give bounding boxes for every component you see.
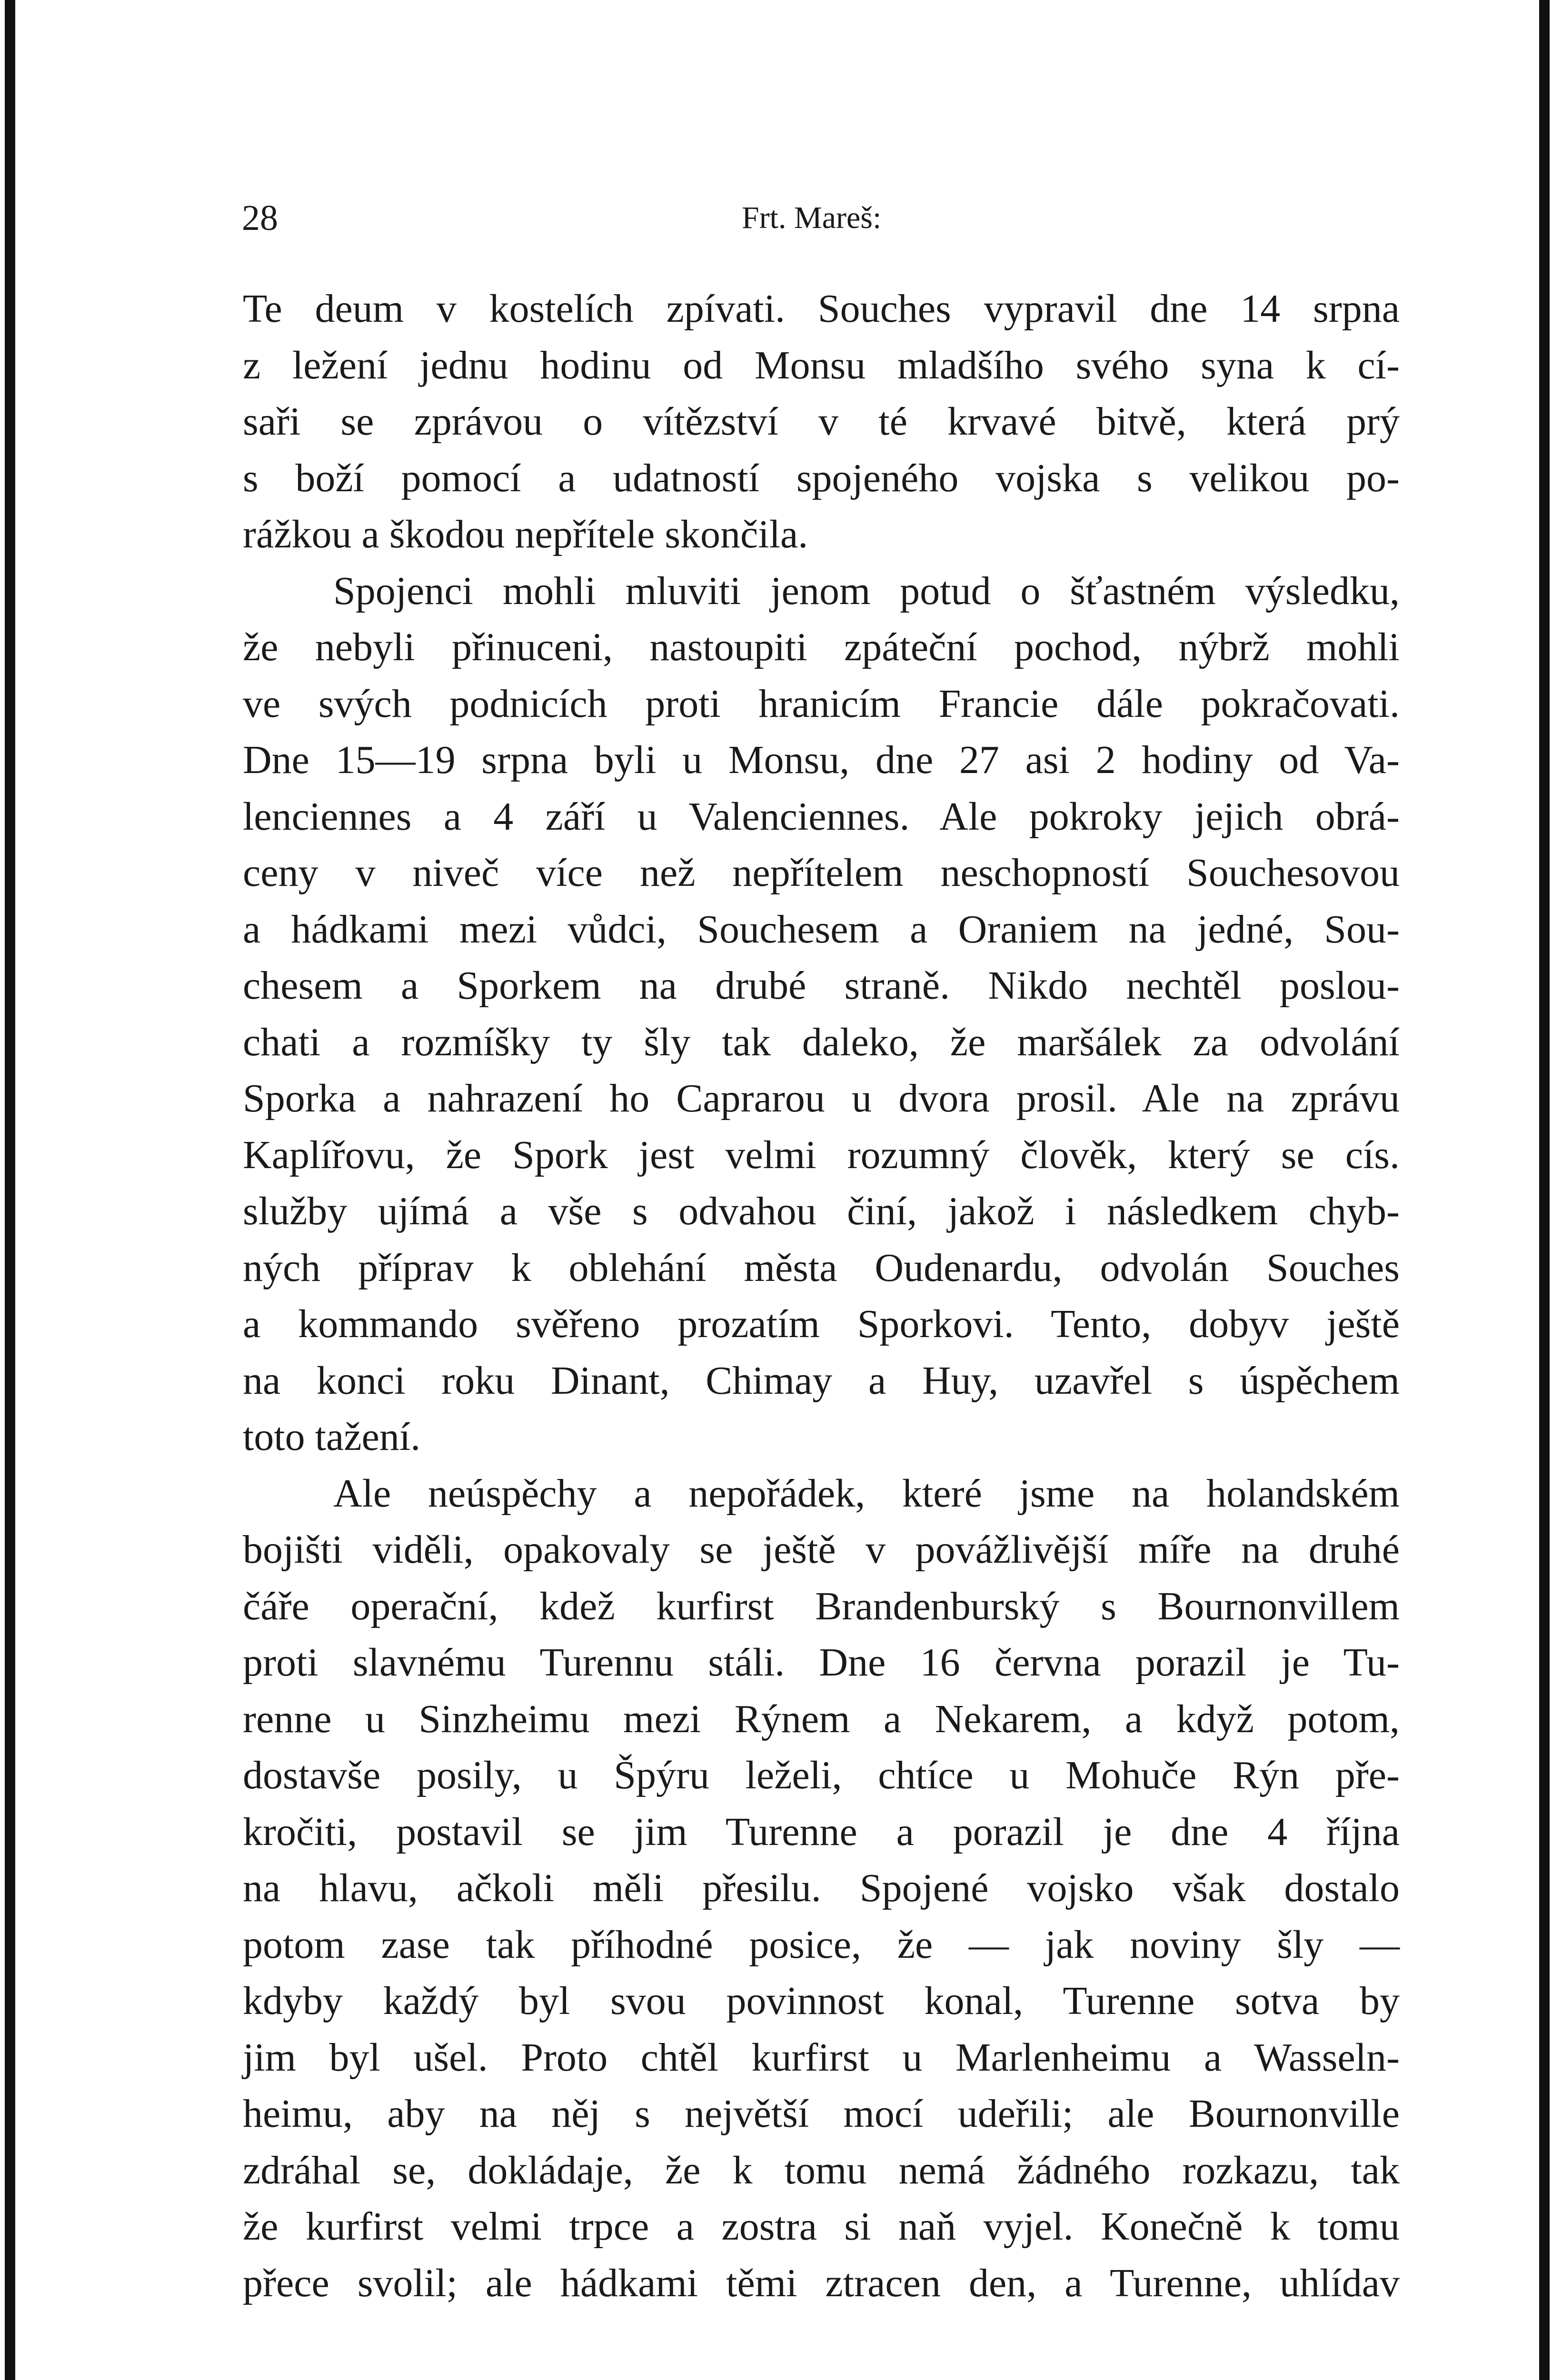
text-line: kdyby každý byl svou povinnost konal, Turenne sotva by: [243, 1979, 1400, 2023]
text-line: na hlavu, ačkoli měli přesilu. Spojené vojsko však dostalo: [243, 1866, 1400, 1910]
text-line: chati a rozmíšky ty šly tak daleko, že maršálek za odvolání: [243, 1020, 1400, 1064]
text-line: toto tažení.: [243, 1415, 421, 1459]
text-line: jim byl ušel. Proto chtěl kurfirst u Marlenheimu a Wasseln-: [243, 2035, 1400, 2080]
text-line: heimu, aby na něj s největší mocí udeřili; ale Bournonville: [243, 2092, 1400, 2136]
text-line: potom zase tak příhodné posice, že — jak noviny šly —: [243, 1922, 1400, 1967]
text-line: dostavše posily, u Špýru leželi, chtíce u Mohuče Rýn pře-: [243, 1753, 1400, 1797]
text-line: s boží pomocí a udatností spojeného vojska s velikou po-: [243, 456, 1400, 500]
running-title: Frt. Mareš:: [742, 200, 882, 235]
text-line: lenciennes a 4 září u Valenciennes. Ale pokroky jejich obrá-: [243, 794, 1400, 839]
text-line: zdráhal se, dokládaje, že k tomu nemá žádného rozkazu, tak: [243, 2148, 1400, 2192]
text-line: z ležení jednu hodinu od Monsu mladšího svého syna k cí-: [243, 343, 1400, 387]
text-line: Sporka a nahrazení ho Caprarou u dvora prosil. Ale na zprávu: [243, 1076, 1400, 1121]
text-line: přece svolil; ale hádkami těmi ztracen den, a Turenne, uhlídav: [243, 2261, 1400, 2305]
text-line: že nebyli přinuceni, nastoupiti zpáteční pochod, nýbrž mohli: [243, 625, 1400, 669]
text-line: ných příprav k oblehání města Oudenardu, odvolán Souches: [243, 1245, 1400, 1290]
text-line: rážkou a škodou nepřítele skončila.: [243, 512, 808, 556]
text-line: Dne 15—19 srpna byli u Monsu, dne 27 asi 2 hodiny od Va-: [243, 738, 1400, 782]
running-head: [242, 189, 1403, 247]
text-line: Kaplířovu, že Spork jest velmi rozumný člověk, který se cís.: [243, 1132, 1400, 1177]
text-line: saři se zprávou o vítězství v té krvavé bitvě, která prý: [243, 399, 1400, 444]
text-line: bojišti viděli, opakovaly se ještě v povážlivější míře na druhé: [243, 1527, 1400, 1572]
text-line: Spojenci mohli mluviti jenom potud o šťastném výsledku,: [333, 568, 1400, 613]
text-line: a kommando svěřeno prozatím Sporkovi. Tento, dobyv ještě: [243, 1302, 1400, 1346]
text-line: na konci roku Dinant, Chimay a Huy, uzavřel s úspěchem: [243, 1358, 1400, 1403]
text-line: chesem a Sporkem na drubé straně. Nikdo nechtěl poslou-: [243, 963, 1400, 1008]
text-line: Ale neúspěchy a nepořádek, které jsme na holandském: [333, 1471, 1400, 1516]
text-line: čáře operační, kdež kurfirst Brandenburský s Bournonvillem: [243, 1584, 1400, 1628]
text-line: služby ujímá a vše s odvahou činí, jakož i následkem chyb-: [243, 1189, 1400, 1233]
text-line: že kurfirst velmi trpce a zostra si naň vyjel. Konečně k tomu: [243, 2204, 1400, 2249]
text-line: proti slavnému Turennu stáli. Dne 16 června porazil je Tu-: [243, 1640, 1400, 1685]
text-line: kročiti, postavil se jim Turenne a porazil je dne 4 října: [243, 1809, 1400, 1854]
text-line: ve svých podnicích proti hranicím Francie dále pokračovati.: [243, 681, 1400, 726]
text-line: a hádkami mezi vůdci, Souchesem a Oraniem na jedné, Sou-: [243, 907, 1400, 952]
body-text: [243, 281, 1400, 2311]
text-line: ceny v niveč více než nepřítelem neschopností Souchesovou: [243, 851, 1400, 895]
text-line: Te deum v kostelích zpívati. Souches vypravil dne 14 srpna: [243, 287, 1400, 331]
text-line: renne u Sinzheimu mezi Rýnem a Nekarem, a když potom,: [243, 1696, 1400, 1741]
page-number: 28: [242, 198, 278, 238]
